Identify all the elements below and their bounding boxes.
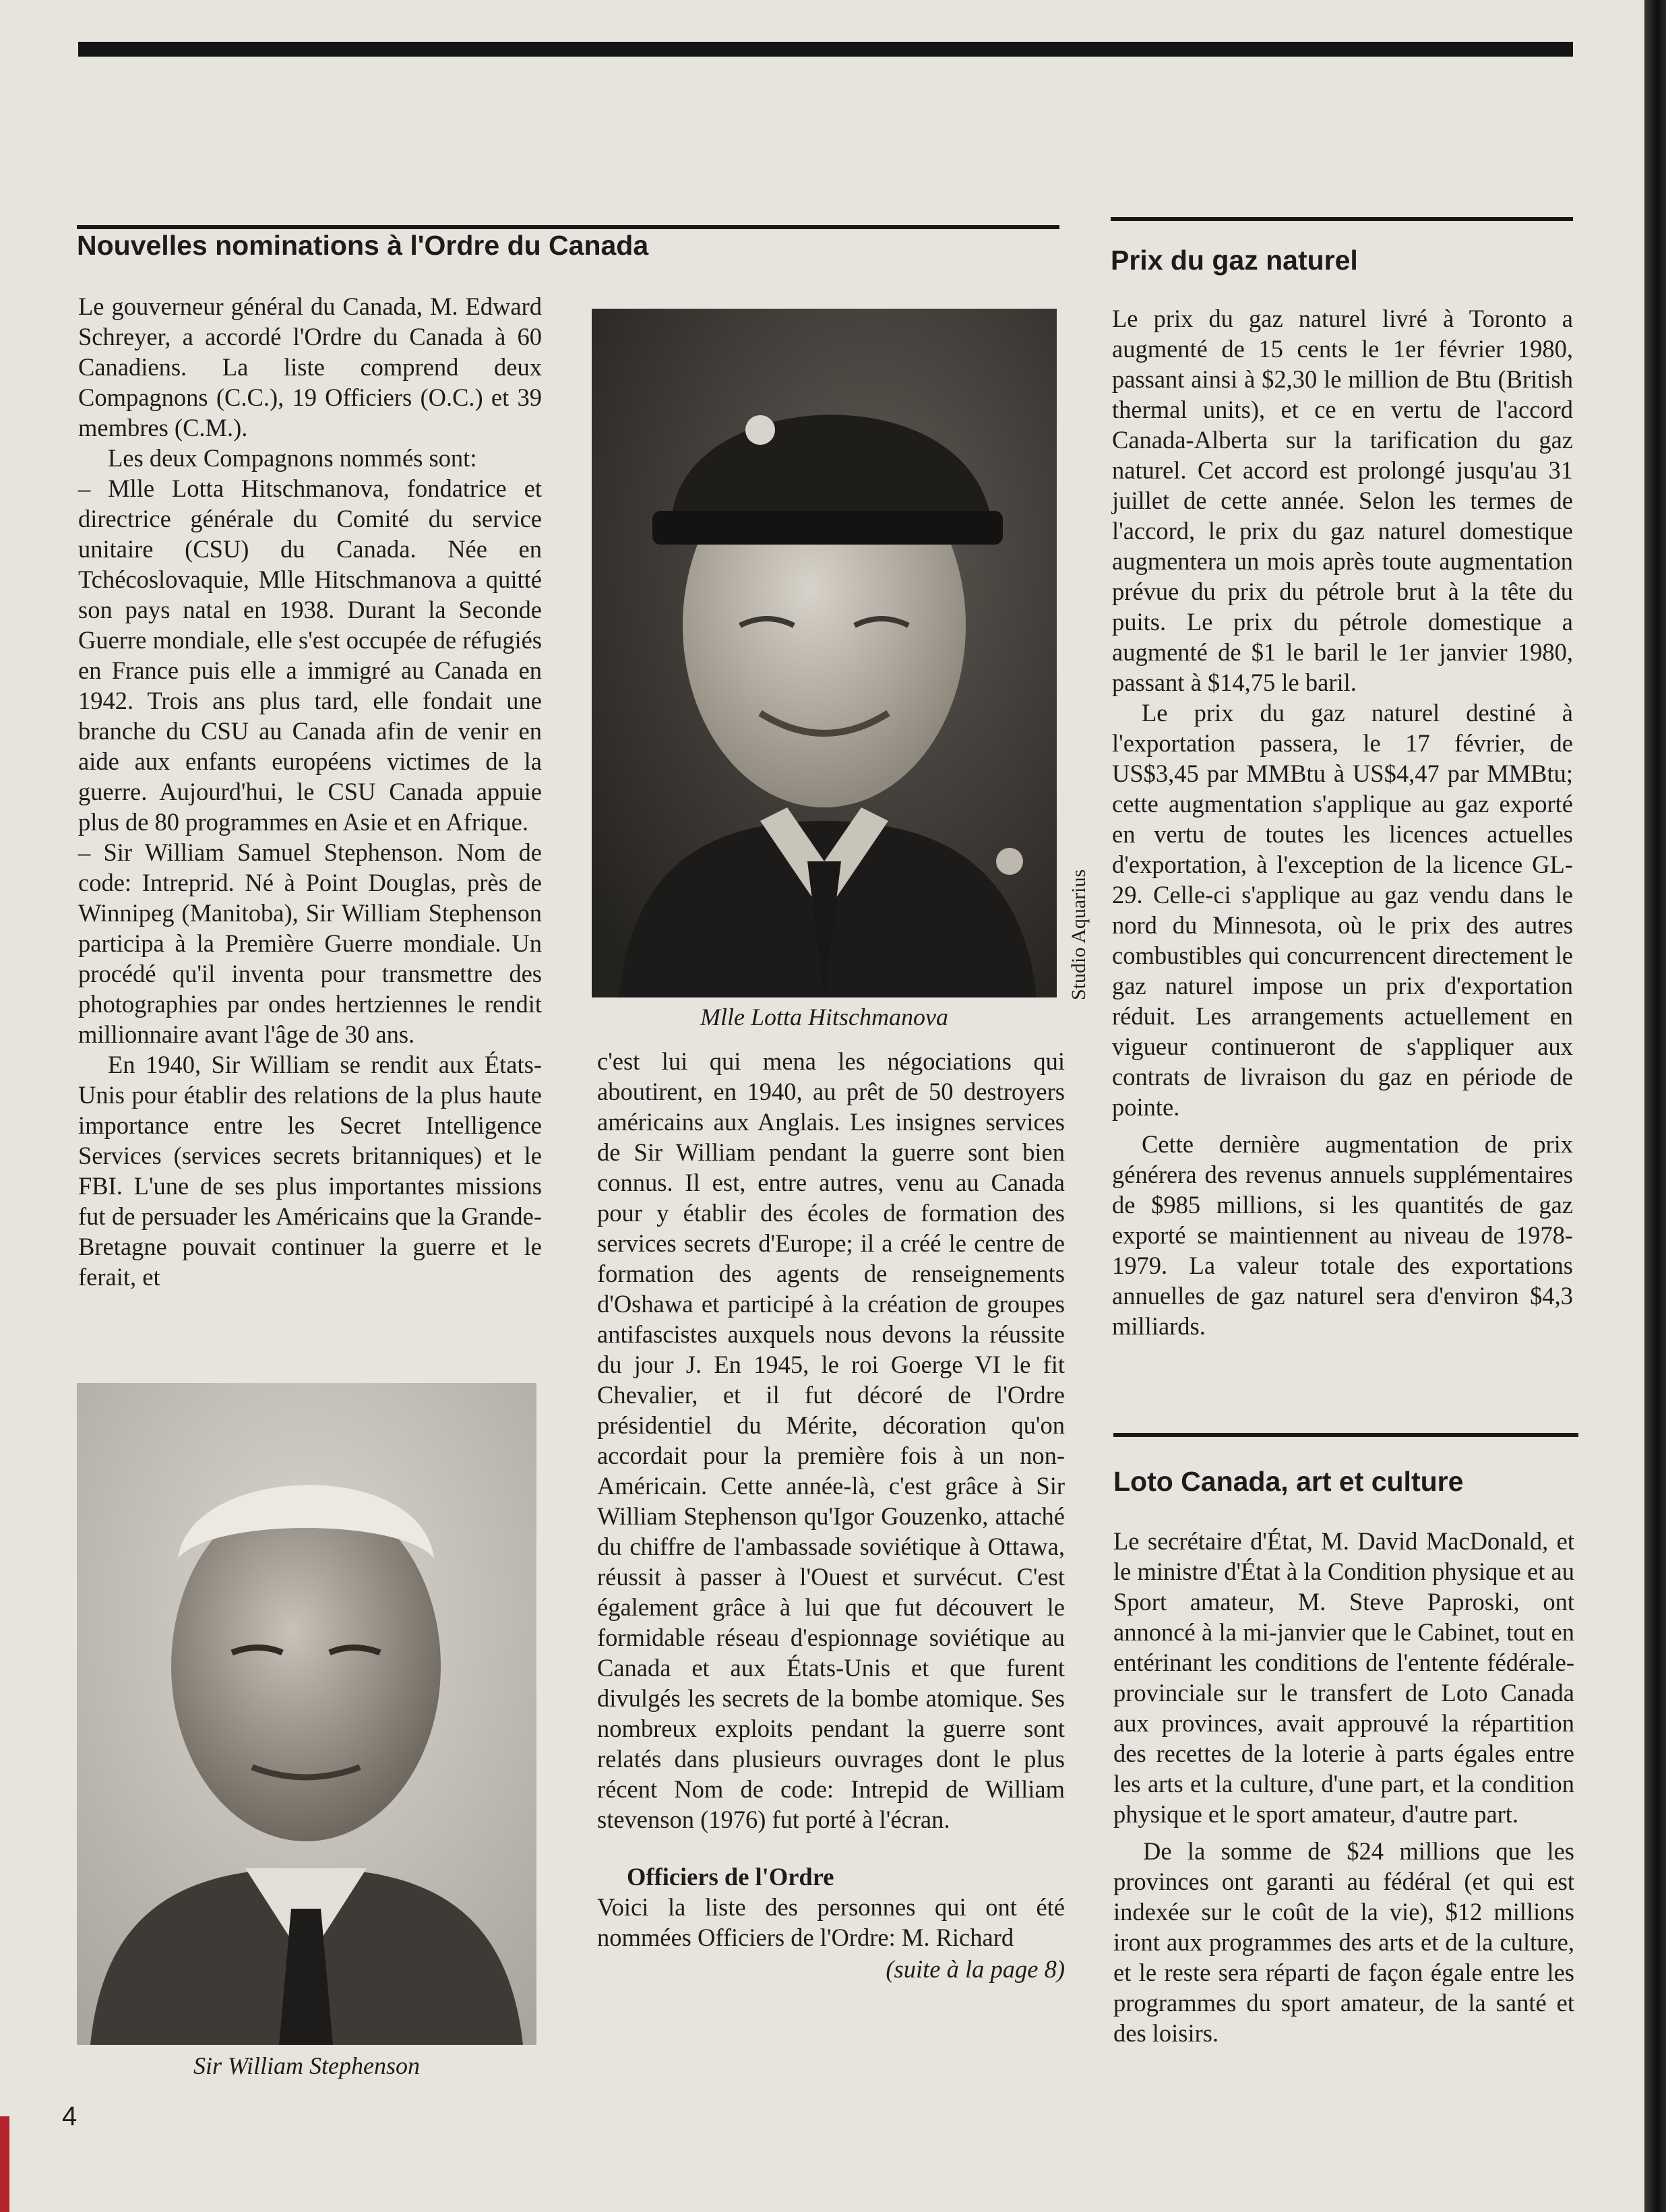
paragraph: Cette dernière augmentation de prix générera des revenus annuels supplémentaires de $985 millions, si les quantités de gaz exporté se maintiennent au niveau de 1978-1979. La valeur totale des exportations annuelles de gaz naturel sera d'environ $4,3 milliards.	[1112, 1130, 1573, 1340]
article1-col1	[78, 291, 542, 1292]
article3-rule	[1113, 1433, 1578, 1437]
paragraph: Les deux Compagnons nommés sont:	[108, 444, 477, 472]
paragraph: Le prix du gaz naturel livré à Toronto a augmenté de 15 cents le 1er février 1980, passant ainsi à $2,30 le million de Btu (British thermal units), et ce en vertu de l'accord Canada-Alberta sur la tarification du gaz naturel. Cet accord est prolongé jusqu'au 31 juillet de cette année. Selon les termes de l'accord, le prix du gaz naturel domestique augmentera un mois après toute augmentation prévue du prix du pétrole brut à la tête du puits. Le prix du pétrole domestique a augmenté de $1 le baril le 1er janvier 1980, passant à $14,75 le baril.	[1112, 305, 1573, 696]
page-number: 4	[62, 2101, 78, 2131]
article3-body	[1113, 1526, 1574, 2048]
paragraph: De la somme de $24 millions que les provinces ont garanti au fédéral (et qui est indexée sur le coût de la vie), $12 millions iront aux programmes des arts et de la culture, et le reste sera réparti de façon égale entre les programmes du sport amateur, de la santé et des loisirs.	[1113, 1837, 1574, 2047]
binding-spine	[1644, 0, 1666, 2212]
article2-rule	[1111, 217, 1573, 221]
red-edge-mark	[0, 2116, 9, 2212]
photo2-caption: Sir William Stephenson	[193, 2052, 420, 2079]
paragraph: Le prix du gaz naturel destiné à l'exportation passera, le 17 février, de US$3,45 par MMBtu à US$4,47 par MMBtu; cette augmentation s'applique au gaz exporté en vertu de toutes les licences actuelles d'exportation, à l'exception de la licence GL-29. Celle-ci s'applique au gaz vendu dans le nord du Minnesota, où le prix des autres combustibles qui concurrencent directement le gaz naturel impose un prix d'exportation réduit. Les arrangements actuellement en vigueur continueront de s'appliquer aux contrats de livraison du gaz en période de pointe.	[1112, 699, 1573, 1121]
article2-title: Prix du gaz naturel	[1111, 245, 1358, 276]
photo-william-stephenson	[77, 1383, 536, 2045]
officers-subheading: Officiers de l'Ordre	[627, 1863, 834, 1891]
photo1-caption: Mlle Lotta Hitschmanova	[700, 1004, 948, 1031]
continued-note: (suite à la page 8)	[886, 1955, 1065, 1983]
paragraph: c'est lui qui mena les négociations qui aboutirent, en 1940, au prêt de 50 destroyers américains aux Anglais. Les insignes services de Sir William pendant la guerre sont bien connus. Il est, entre autres, venu au Canada pour y établir des écoles de formation des services secrets d'Europe; il a créé le centre de formation des agents de renseignements d'Oshawa et participé à la création de groupes antifascistes auxquels nous devons la réussite du jour J. En 1945, le roi Goerge VI le fit Chevalier, et il fut décoré de l'Ordre présidentiel du Mérite, décoration qu'on accordait pour la première fois à un non-Américain. Cette année-là, c'est grâce à Sir William Stephenson qu'Igor Gouzenko, attaché du chiffre de l'ambassade soviétique à Ottawa, réussit à passer à l'Ouest et survécut. C'est également grâce à lui que fut découvert le formidable réseau d'espionnage soviétique au Canada et aux États-Unis et que furent divulgés les secrets de la bombe atomique. Ses nombreux exploits pendant la guerre sont relatés dans plusieurs ouvrages dont le plus récent Nom de code: Intrepid de William stevenson (1976) fut porté à l'écran.	[597, 1047, 1065, 1833]
photo-lotta-hitschmanova	[592, 309, 1057, 997]
paragraph: En 1940, Sir William se rendit aux États-Unis pour établir des relations de la plus haute importance entre les Secret Intelligence Services (services secrets britanniques) et le FBI. L'une de ses plus importantes missions fut de persuader les Américains que la Grande-Bretagne pouvait continuer la guerre et le ferait, et	[78, 1051, 542, 1291]
portrait-image	[592, 309, 1057, 997]
paragraph: Le gouverneur général du Canada, M. Edward Schreyer, a accordé l'Ordre du Canada à 60 Canadiens. La liste comprend deux Compagnons (C.C.), 19 Officiers (O.C.) et 39 membres (C.M.).	[78, 293, 542, 441]
article1-col2	[597, 1046, 1065, 1984]
article2-body	[1112, 303, 1573, 1341]
paragraph: Voici la liste des personnes qui ont été nommées Officiers de l'Ordre: M. Richard	[597, 1893, 1065, 1951]
article3-title: Loto Canada, art et culture	[1113, 1466, 1464, 1497]
paragraph: – Mlle Lotta Hitschmanova, fondatrice et directrice générale du Comité du service unitaire (CSU) du Canada. Née en Tchécoslovaquie, Mlle Hitschmanova a quitté son pays natal en 1938. Durant la Seconde Guerre mondiale, elle s'est occupée de réfugiés en France puis elle a immigré au Canada en 1942. Trois ans plus tard, elle fondait une branche du CSU au Canada afin de venir en aide aux enfants européens victimes de la guerre. Aujourd'hui, le CSU Canada appuie plus de 80 programmes en Asie et en Afrique.	[78, 474, 542, 836]
portrait-image	[77, 1383, 536, 2045]
article1-rule	[77, 225, 1059, 229]
top-rule	[78, 42, 1573, 57]
paragraph: – Sir William Samuel Stephenson. Nom de code: Intreprid. Né à Point Douglas, près de Winnipeg (Manitoba), Sir William Stephenson participa à la Première Guerre mondiale. Un procédé qu'il inventa pour transmettre des photographies par ondes hertziennes le rendit millionnaire avant l'âge de 30 ans.	[78, 838, 542, 1048]
article1-title: Nouvelles nominations à l'Ordre du Canada	[77, 230, 649, 261]
photo-credit: Studio Aquarius	[1068, 869, 1090, 1000]
paragraph: Le secrétaire d'État, M. David MacDonald, et le ministre d'État à la Condition physique et au Sport amateur, M. Steve Paproski, ont annoncé à la mi-janvier que le Cabinet, tout en entérinant les conditions de l'entente fédérale-provinciale sur le transfert de Loto Canada aux provinces, avait approuvé la répartition des recettes de la loterie à parts égales entre les arts et la culture, d'une part, et la condition physique et le sport amateur, d'autre part.	[1113, 1527, 1574, 1828]
